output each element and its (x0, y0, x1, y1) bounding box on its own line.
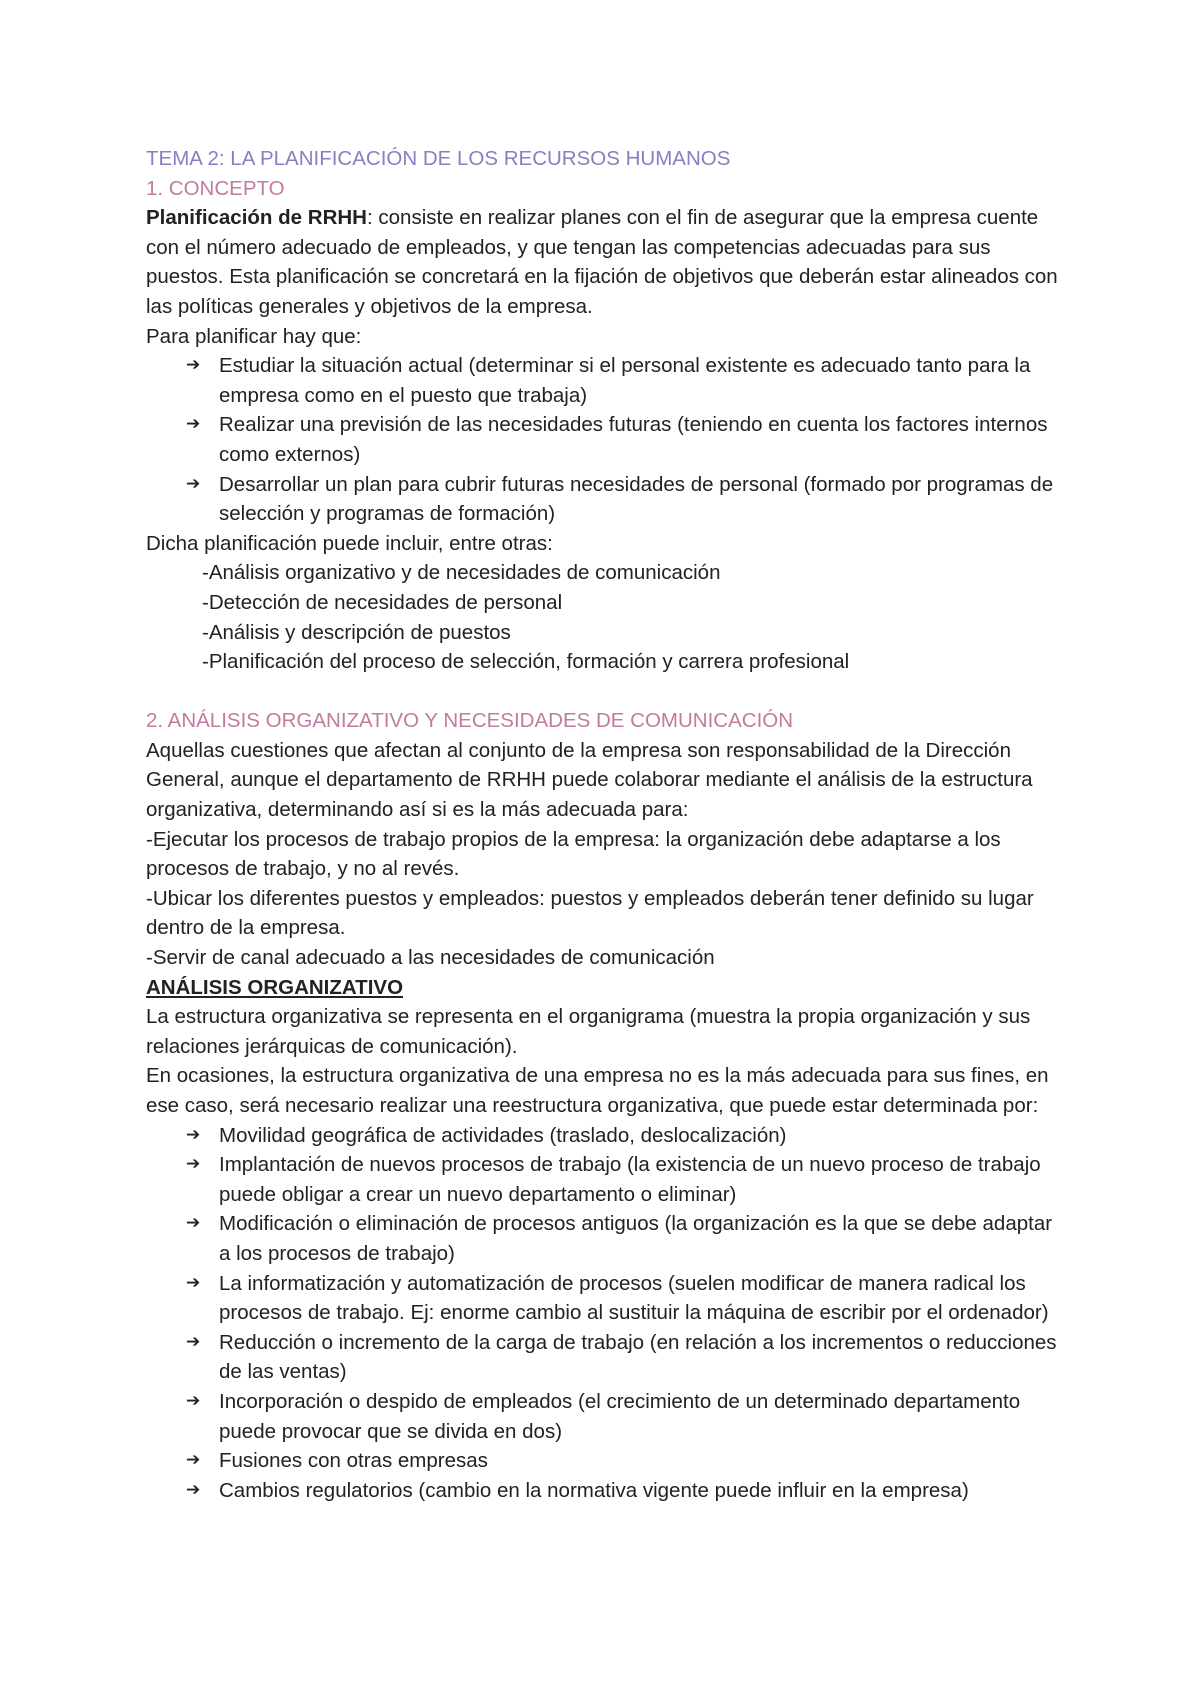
arrow-icon: ➔ (186, 1124, 201, 1145)
arrow-icon: ➔ (186, 414, 201, 435)
list-item: -Ubicar los diferentes puestos y empleados: puestos y empleados deberán tener definido su lugar dentro de la empresa. (146, 886, 1034, 940)
list-item: -Detección de necesidades de personal (202, 590, 563, 614)
list-item: -Análisis y descripción de puestos (202, 620, 511, 644)
includes-intro: Dicha planificación puede incluir, entre otras: (146, 531, 553, 555)
list-item: ➔ Incorporación o despido de empleados (el crecimiento de un determinado departamento puede provocar que se divida en dos) (186, 1387, 1066, 1446)
subheading-analisis-organizativo: ANÁLISIS ORGANIZATIVO (146, 975, 404, 999)
definition-term: Planificación de RRHH (146, 206, 367, 230)
list-item: ➔ Implantación de nuevos procesos de trabajo (la existencia de un nuevo proceso de trabajo puede obligar a crear un nuevo departamento o eliminar) (186, 1150, 1066, 1209)
arrow-icon: ➔ (186, 1154, 201, 1175)
section-spacer (146, 677, 1066, 707)
list-item: ➔ Cambios regulatorios (cambio en la normativa vigente puede influir en la empresa) (186, 1476, 1066, 1506)
arrow-icon: ➔ (186, 1450, 201, 1471)
plan-list (146, 351, 1066, 529)
arrow-icon: ➔ (186, 1331, 201, 1352)
arrow-icon: ➔ (186, 355, 201, 376)
list-item: -Planificación del proceso de selección, formación y carrera profesional (202, 650, 850, 674)
list-item: ➔ Realizar una previsión de las necesidades futuras (teniendo en cuenta los factores internos como externos) (186, 410, 1066, 469)
definition-paragraph (146, 203, 1066, 321)
list-item: ➔ Fusiones con otras empresas (186, 1446, 1066, 1476)
list-item: ➔ Desarrollar un plan para cubrir futuras necesidades de personal (formado por programas de selección y programas de formación) (186, 470, 1066, 529)
definition-text: : consiste en realizar planes con el fin de asegurar que la empresa cuente con el número adecuado de empleados, y que tengan las competencias adecuadas para sus puestos. Esta planificación se concretará en la fijación de objetivos que deberán estar alineados con las políticas generales y objetivos de la empresa. (146, 206, 1058, 318)
list-item: ➔ La informatización y automatización de procesos (suelen modificar de manera radical los procesos de trabajo. Ej: enorme cambio al sustituir la máquina de escribir por el ordenador) (186, 1269, 1066, 1328)
arrow-icon: ➔ (186, 1479, 201, 1500)
section-2-intro: Aquellas cuestiones que afectan al conjunto de la empresa son responsabilidad de la Dirección General, aunque el departamento de RRHH puede colaborar mediante el análisis de la estructura organizativa, determinando así si es la más adecuada para: (146, 738, 1033, 822)
restructuring-paragraph: En ocasiones, la estructura organizativa de una empresa no es la más adecuada para sus fines, en ese caso, será necesario realizar una reestructura organizativa, que puede estar determinada por: (146, 1064, 1049, 1117)
list-item: ➔ Reducción o incremento de la carga de trabajo (en relación a los incrementos o reducciones de las ventas) (186, 1328, 1066, 1387)
list-item: ➔ Estudiar la situación actual (determinar si el personal existente es adecuado tanto para la empresa como en el puesto que trabaja) (186, 351, 1066, 410)
list-item: -Análisis organizativo y de necesidades de comunicación (202, 561, 721, 585)
section-2-heading: 2. ANÁLISIS ORGANIZATIVO Y NECESIDADES DE COMUNICACIÓN (146, 709, 794, 733)
list-item: -Ejecutar los procesos de trabajo propios de la empresa: la organización debe adaptarse a los procesos de trabajo, y no al revés. (146, 827, 1001, 881)
list-item: ➔ Modificación o eliminación de procesos antiguos (la organización es la que se debe adaptar a los procesos de trabajo) (186, 1209, 1066, 1268)
arrow-icon: ➔ (186, 1272, 201, 1293)
section-1-heading: 1. CONCEPTO (146, 176, 285, 200)
document-title: TEMA 2: LA PLANIFICACIÓN DE LOS RECURSOS HUMANOS (146, 147, 731, 170)
organigrama-paragraph: La estructura organizativa se representa en el organigrama (muestra la propia organización y sus relaciones jerárquicas de comunicación). (146, 1005, 1031, 1058)
document-page (146, 144, 1066, 1505)
list-item: -Servir de canal adecuado a las necesidades de comunicación (146, 946, 715, 970)
plan-intro: Para planificar hay que: (146, 324, 362, 348)
arrow-icon: ➔ (186, 473, 201, 494)
causes-list (146, 1121, 1066, 1506)
list-item: ➔ Movilidad geográfica de actividades (traslado, deslocalización) (186, 1121, 1066, 1151)
arrow-icon: ➔ (186, 1213, 201, 1234)
arrow-icon: ➔ (186, 1390, 201, 1411)
